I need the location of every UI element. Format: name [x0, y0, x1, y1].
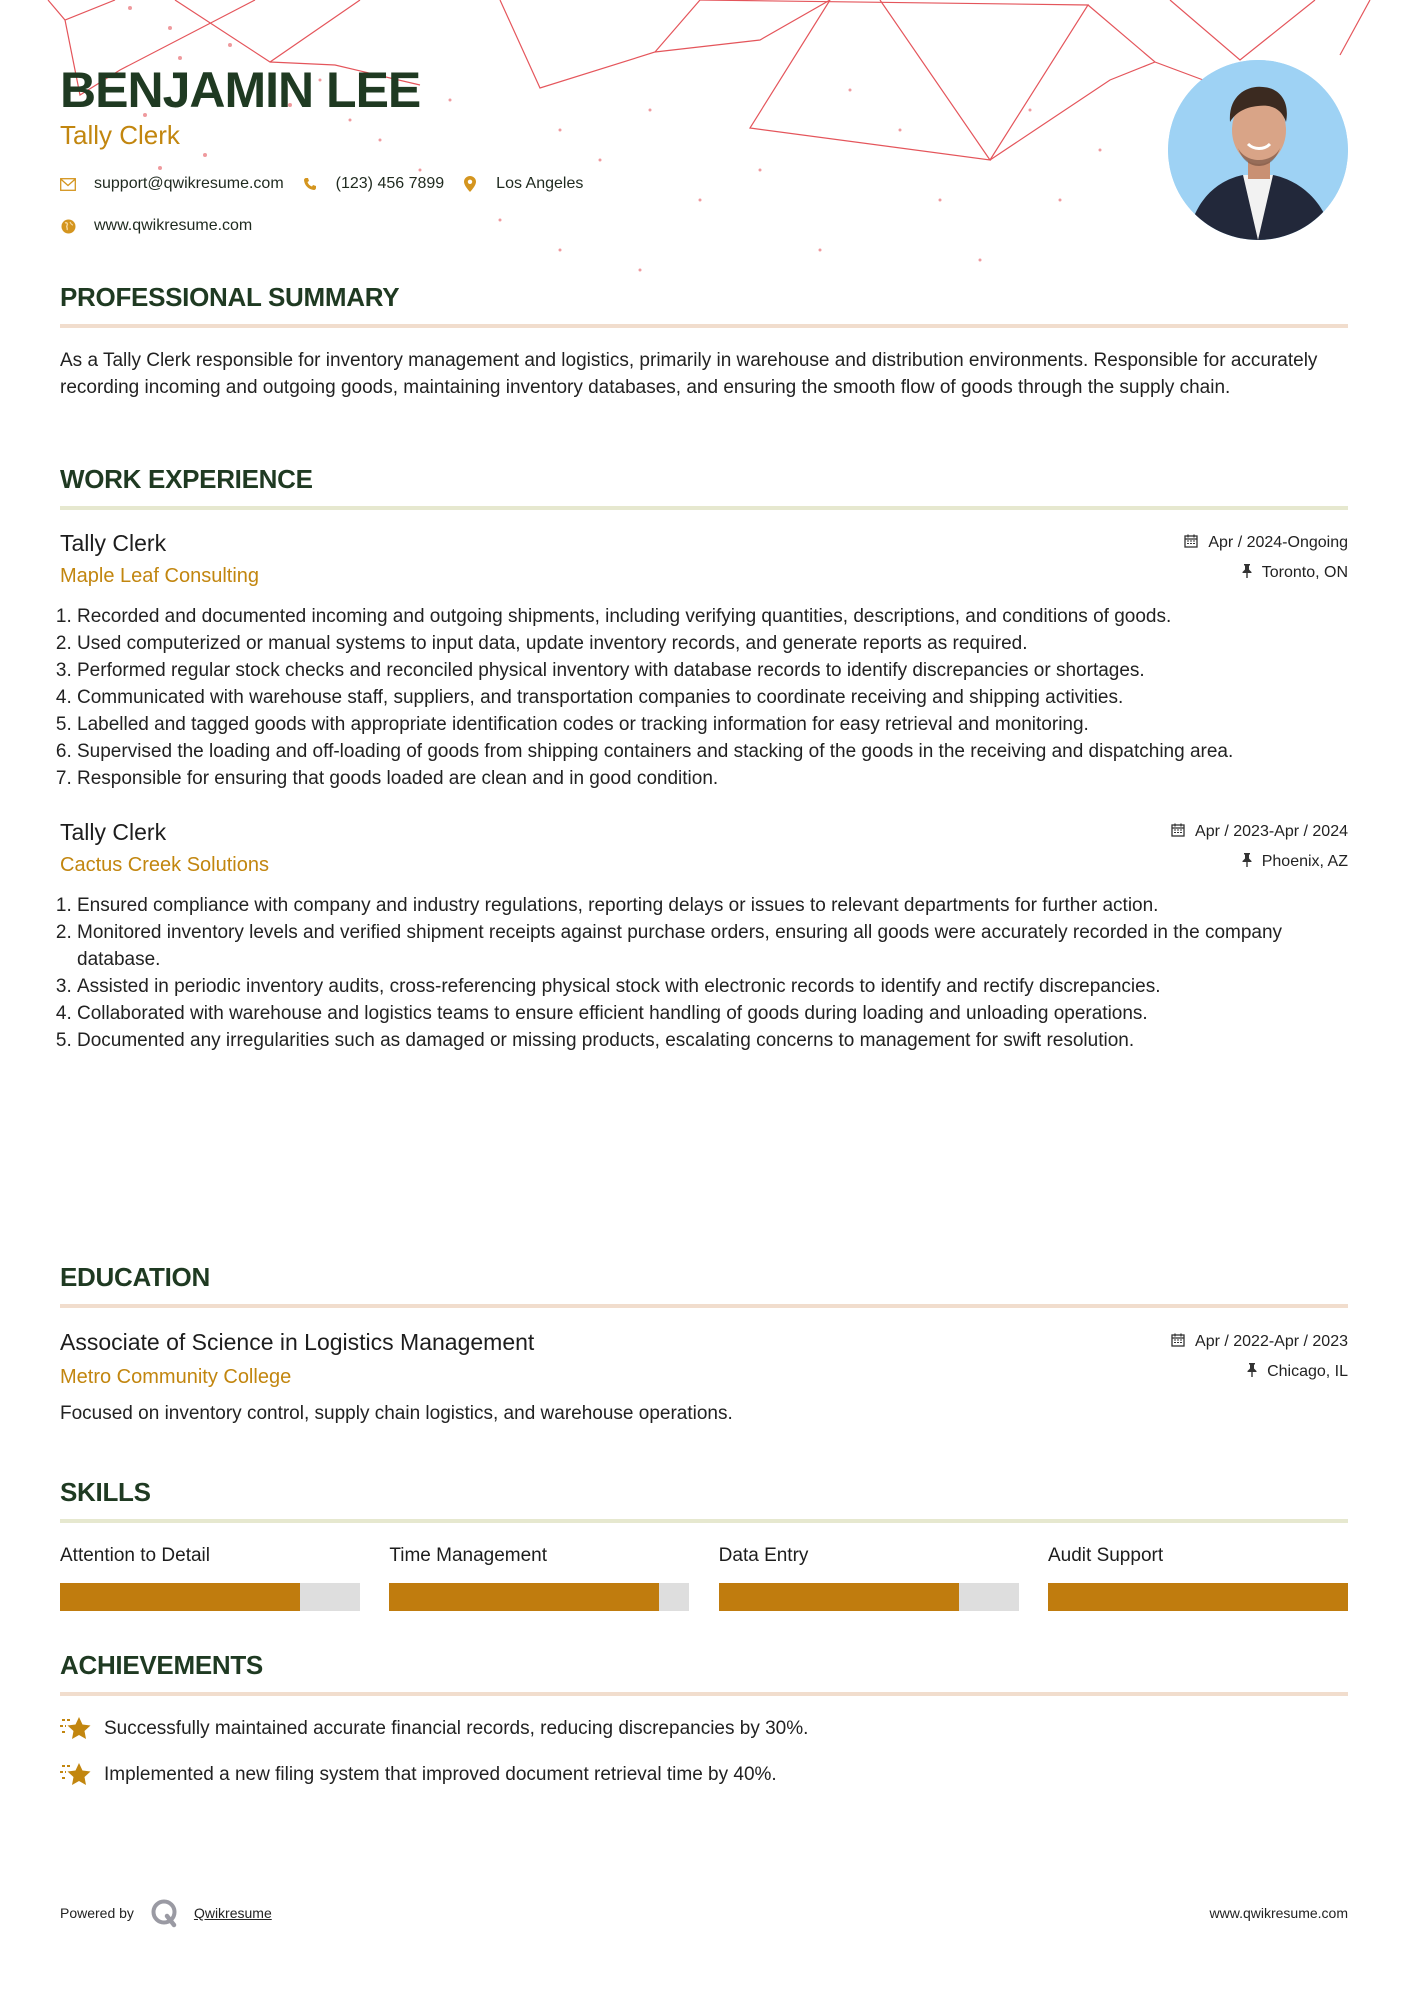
bullet-item: 6. Supervised the loading and off-loading of goods from shipping containers and stacking of the goods in the receiving and dispatching area. [77, 738, 1348, 765]
calendar-icon [1171, 1330, 1185, 1354]
phone-icon [302, 176, 318, 192]
job-bullets [60, 892, 1348, 1054]
candidate-title: Tally Clerk [60, 120, 180, 150]
location-text: Los Angeles [496, 175, 584, 192]
email-text: support@qwikresume.com [94, 175, 284, 192]
globe-icon [60, 218, 76, 234]
section-education [60, 1262, 1348, 1446]
bullet-item: 4. Communicated with warehouse staff, suppliers, and transportation companies to coordinate receiving and shipping activities. [77, 684, 1348, 711]
bullet-item: 2. Monitored inventory levels and verified shipment receipts against purchase orders, ensuring all goods were accurately recorded in the company database. [77, 919, 1348, 973]
bullet-item: 1. Recorded and documented incoming and outgoing shipments, including verifying quantities, descriptions, and conditions of goods. [77, 603, 1348, 630]
candidate-name: BENJAMIN LEE [60, 62, 421, 118]
skill-bar-fill [60, 1583, 300, 1611]
job-title: Tally Clerk [60, 530, 167, 556]
achievements-list [60, 1714, 1348, 1788]
bullet-item: 1. Ensured compliance with company and industry regulations, reporting delays or issues to relevant departments for further action. [77, 892, 1348, 919]
job-dates [1184, 531, 1348, 555]
job-location-text: Phoenix, AZ [1261, 853, 1348, 870]
section-divider [60, 324, 1348, 328]
job-dates [1171, 820, 1348, 844]
job-entry [60, 529, 1348, 792]
job-dates-text: Apr / 2024-Ongoing [1208, 534, 1348, 551]
skills-heading: SKILLS [60, 1477, 151, 1507]
calendar-icon [1184, 531, 1198, 555]
contact-phone[interactable] [302, 175, 445, 193]
education-entry [60, 1328, 1348, 1427]
education-meta [1171, 1330, 1348, 1384]
pushpin-icon [1247, 1360, 1257, 1384]
skill-bar-fill [719, 1583, 959, 1611]
footer-url[interactable]: www.qwikresume.com [1209, 1905, 1348, 1921]
qwikresume-link[interactable]: Qwikresume [193, 1905, 272, 1921]
section-summary [60, 282, 1348, 401]
job-meta [1171, 820, 1348, 874]
job-company: Maple Leaf Consulting [60, 565, 260, 587]
skill-label: Audit Support [1047, 1545, 1164, 1566]
job-meta [1184, 531, 1348, 585]
website-text: www.qwikresume.com [94, 217, 253, 234]
job-company: Cactus Creek Solutions [60, 854, 269, 876]
star-icon [60, 1760, 92, 1788]
section-divider [60, 1692, 1348, 1696]
powered-by-label: Powered by [60, 1905, 134, 1921]
experience-heading: WORK EXPERIENCE [60, 464, 313, 494]
job-location [1184, 561, 1348, 585]
contact-location [462, 175, 583, 193]
pushpin-icon [1242, 850, 1252, 874]
job-entry [60, 818, 1348, 1054]
skill-bar-fill [389, 1583, 659, 1611]
skill-label: Data Entry [718, 1545, 809, 1566]
section-experience [60, 464, 1348, 1054]
education-dates [1171, 1330, 1348, 1354]
section-skills [60, 1477, 1348, 1611]
calendar-icon [1171, 820, 1185, 844]
achievement-item [60, 1714, 1348, 1742]
achievement-text: Successfully maintained accurate financial records, reducing discrepancies by 30%. [104, 1717, 809, 1739]
bullet-item: 3. Assisted in periodic inventory audits, cross-referencing physical stock with electronic records to identify and rectify discrepancies. [77, 973, 1348, 1000]
pushpin-icon [1242, 561, 1252, 585]
bullet-item: 5. Labelled and tagged goods with appropriate identification codes or tracking information for easy retrieval and monitoring. [77, 711, 1348, 738]
skill-label: Attention to Detail [60, 1545, 210, 1566]
skill-item [389, 1543, 689, 1611]
star-icon [60, 1714, 92, 1742]
section-achievements [60, 1650, 1348, 1788]
skill-bar [1048, 1583, 1348, 1611]
contact-email[interactable] [60, 175, 284, 193]
degree-title: Associate of Science in Logistics Management [60, 1329, 535, 1355]
skill-item [719, 1543, 1019, 1611]
bullet-item: 5. Documented any irregularities such as damaged or missing products, escalating concerns to management for swift resolution. [77, 1027, 1348, 1054]
footer [60, 1898, 1348, 1928]
school-name: Metro Community College [60, 1366, 292, 1388]
contact-info [60, 172, 601, 238]
contact-row-1 [60, 172, 601, 196]
bullet-item: 4. Collaborated with warehouse and logistics teams to ensure efficient handling of goods during loading and unloading operations. [77, 1000, 1348, 1027]
achievements-heading: ACHIEVEMENTS [60, 1650, 263, 1680]
job-dates-text: Apr / 2023-Apr / 2024 [1195, 823, 1348, 840]
job-location-text: Toronto, ON [1261, 564, 1348, 581]
skill-item [1048, 1543, 1348, 1611]
section-divider [60, 1519, 1348, 1523]
summary-text: As a Tally Clerk responsible for inventory management and logistics, primarily in warehouse and distribution environments. Responsible for accurately recording incoming and outgoing goods, maintaining inventory databases, and ensuring the smooth flow of goods through the supply chain. [60, 350, 1318, 398]
education-dates-text: Apr / 2022-Apr / 2023 [1195, 1333, 1348, 1350]
summary-heading: PROFESSIONAL SUMMARY [60, 282, 400, 312]
bullet-item: 3. Performed regular stock checks and reconciled physical inventory with database records to identify discrepancies or shortages. [77, 657, 1348, 684]
education-heading: EDUCATION [60, 1262, 210, 1292]
education-location-text: Chicago, IL [1267, 1363, 1348, 1380]
skill-bar [389, 1583, 689, 1611]
job-location [1171, 850, 1348, 874]
skill-bar [60, 1583, 360, 1611]
envelope-icon [60, 176, 76, 192]
achievement-text: Implemented a new filing system that improved document retrieval time by 40%. [104, 1763, 777, 1785]
contact-website[interactable] [60, 217, 252, 235]
qwikresume-logo-icon [150, 1898, 180, 1928]
phone-text: (123) 456 7899 [335, 175, 445, 192]
skill-bar-fill [1048, 1583, 1348, 1611]
person-avatar-icon [1168, 60, 1348, 240]
achievement-item [60, 1760, 1348, 1788]
profile-photo [1168, 60, 1348, 240]
section-divider [60, 506, 1348, 510]
skill-label: Time Management [389, 1545, 548, 1566]
education-description: Focused on inventory control, supply chain logistics, and warehouse operations. [60, 1403, 733, 1424]
section-divider [60, 1304, 1348, 1308]
skill-item [60, 1543, 360, 1611]
job-title: Tally Clerk [60, 819, 167, 845]
powered-by [60, 1898, 272, 1928]
skills-list [60, 1543, 1348, 1611]
job-bullets [60, 603, 1348, 792]
bullet-item: 2. Used computerized or manual systems to input data, update inventory records, and generate reports as required. [77, 630, 1348, 657]
skill-bar [719, 1583, 1019, 1611]
education-location [1171, 1360, 1348, 1384]
map-pin-icon [462, 176, 478, 192]
contact-row-2 [60, 214, 601, 238]
bullet-item: 7. Responsible for ensuring that goods loaded are clean and in good condition. [77, 765, 1348, 792]
